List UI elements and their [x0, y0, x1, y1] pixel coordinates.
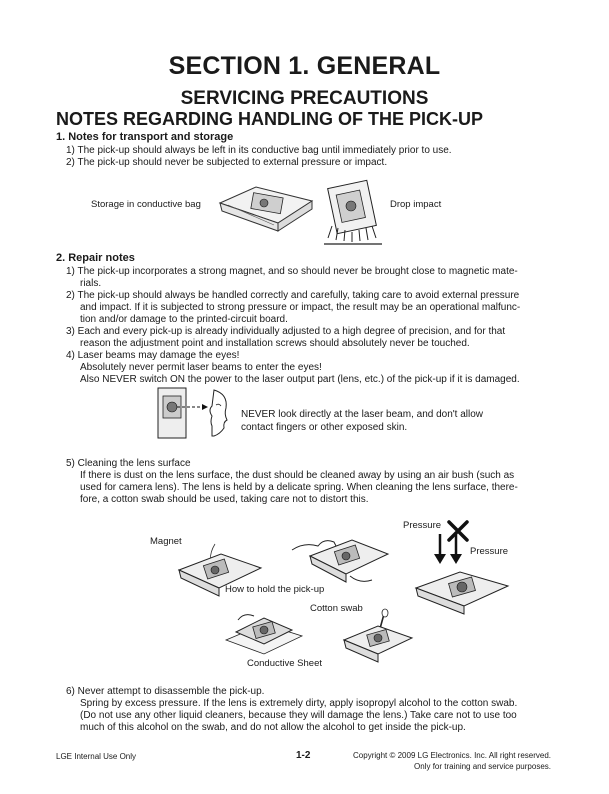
- disassemble-line: 6) Never attempt to disassemble the pick-up.: [66, 686, 265, 697]
- storage-caption: Storage in conductive bag: [91, 199, 201, 210]
- conductive-sheet-label: Conductive Sheet: [247, 658, 322, 669]
- storage-bag-illustration: [216, 183, 316, 235]
- cleaning-line: fore, a cotton swab should be used, taking care not to distort this.: [80, 494, 369, 505]
- cotton-swab-label: Cotton swab: [310, 603, 363, 614]
- laser-eye-illustration: [154, 386, 230, 440]
- footer-usage: Only for training and service purposes.: [414, 762, 551, 771]
- section1-item-1: 1) The pick-up should always be left in its conductive bag until immediately prior to use.: [66, 145, 452, 156]
- repair-note-line: 1) The pick-up incorporates a strong magnet, and so should never be brought close to magnetic mate-: [66, 266, 518, 277]
- disassemble-line: (Do not use any other liquid cleaners, because they will damage the lens.) Take care not to use too: [80, 710, 517, 721]
- repair-note-line: reason the adjustment point and installation screws should absolutely never be touched.: [80, 338, 470, 349]
- page-number: 1-2: [296, 750, 311, 761]
- cleaning-line: 5) Cleaning the lens surface: [66, 458, 191, 469]
- section1-item-2: 2) The pick-up should never be subjected to external pressure or impact.: [66, 157, 388, 168]
- cleaning-line: If there is dust on the lens surface, the dust should be cleaned away by using an air bush (such as: [80, 470, 515, 481]
- repair-note-line: and impact. If it is subjected to strong pressure or impact, the result may be an operational malfunc-: [80, 302, 521, 313]
- page-title: SECTION 1. GENERAL: [168, 52, 441, 80]
- page-subtitle: SERVICING PRECAUTIONS: [180, 88, 429, 109]
- repair-note-line: 3) Each and every pick-up is already individually adjusted to a high degree of precision, and for that: [66, 326, 506, 337]
- drop-impact-caption: Drop impact: [390, 199, 442, 210]
- swab-cleaning-illustration: [340, 608, 416, 664]
- how-to-hold-label: How to hold the pick-up: [225, 584, 325, 595]
- disassemble-line: Spring by excess pressure. If the lens is extremely dirty, apply isopropyl alcohol to the cotton swab.: [80, 698, 518, 709]
- footer-copyright: Copyright © 2009 LG Electronics. Inc. All right reserved.: [353, 751, 551, 760]
- repair-note-line: 4) Laser beams may damage the eyes!: [66, 350, 240, 361]
- repair-note-line: Also NEVER switch ON the power to the laser output part (lens, etc.) of the pick-up if it is damaged.: [80, 374, 520, 385]
- repair-note-line: rials.: [80, 278, 102, 289]
- pressure-label-1: Pressure: [403, 520, 442, 531]
- footer-left: LGE Internal Use Only: [56, 752, 137, 761]
- section1-title: 1. Notes for transport and storage: [56, 131, 234, 143]
- hand-holding-pickup-illustration: [290, 528, 390, 588]
- pressure-label-2: Pressure: [470, 546, 509, 557]
- pressed-pickup-illustration: [412, 560, 512, 620]
- repair-note-line: tion and/or damage to the printed-circuit board.: [80, 314, 288, 325]
- repair-note-line: Absolutely never permit laser beams to enter the eyes!: [80, 362, 322, 373]
- laser-warning-line-2: contact fingers or other exposed skin.: [241, 422, 408, 433]
- drop-impact-illustration: [322, 180, 384, 246]
- magnet-label: Magnet: [150, 536, 182, 547]
- section-heading: NOTES REGARDING HANDLING OF THE PICK-UP: [56, 109, 484, 129]
- cleaning-line: used for camera lens). The lens is held by a delicate spring. When cleaning the lens surface, there-: [80, 482, 518, 493]
- disassemble-line: much of this alcohol on the swab, and do not allow the alcohol to get inside the pick-up.: [80, 722, 466, 733]
- repair-note-line: 2) The pick-up should always be handled correctly and carefully, taking care to avoid external pressure: [66, 290, 520, 301]
- section2-title: 2. Repair notes: [56, 252, 135, 264]
- laser-warning-line-1: NEVER look directly at the laser beam, and don't allow: [241, 409, 484, 420]
- pickup-on-sheet-illustration: [224, 606, 304, 658]
